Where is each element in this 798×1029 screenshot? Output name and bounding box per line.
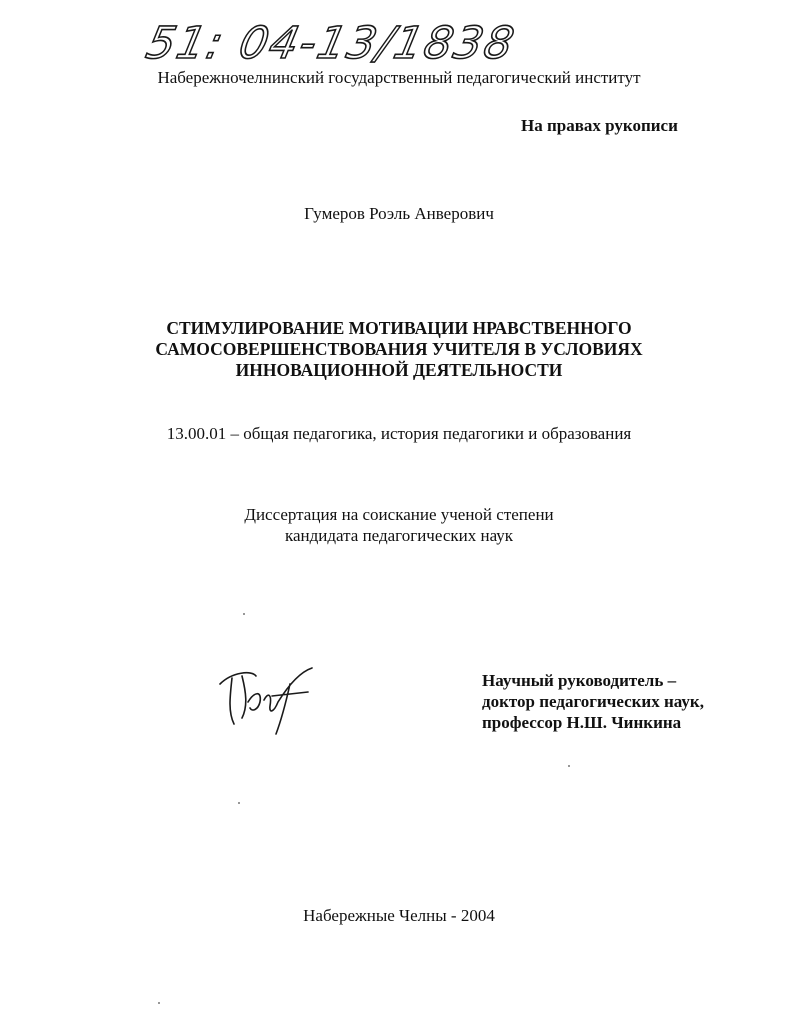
- supervisor-line-3: профессор Н.Ш. Чинкина: [482, 713, 682, 732]
- signature-drawing: [212, 662, 332, 742]
- scientific-supervisor: [482, 670, 704, 733]
- title-line-1: СТИМУЛИРОВАНИЕ МОТИВАЦИИ НРАВСТВЕННОГО: [166, 318, 632, 338]
- degree-line-2: кандидата педагогических наук: [284, 526, 514, 545]
- specialty-code: 13.00.01 – общая педагогика, история педагогики и образования: [166, 424, 632, 443]
- scan-speck: [158, 1002, 160, 1004]
- scan-speck: [238, 802, 240, 804]
- author-name: Гумеров Роэль Анверович: [304, 204, 494, 223]
- degree-statement: [0, 504, 798, 546]
- dissertation-title: [0, 318, 798, 381]
- handwritten-catalog-number: [141, 12, 521, 72]
- supervisor-line-2: доктор педагогических наук,: [482, 692, 704, 711]
- city-and-year: Набережные Челны - 2004: [303, 906, 495, 925]
- scan-speck: [243, 613, 245, 615]
- rights-note: На правах рукописи: [521, 116, 678, 135]
- institute-name: Набережночелнинский государственный педагогический институт: [157, 68, 641, 87]
- signature: [212, 662, 332, 742]
- title-line-3: ИННОВАЦИОННОЙ ДЕЯТЕЛЬНОСТИ: [235, 360, 563, 380]
- title-line-2: САМОСОВЕРШЕНСТВОВАНИЯ УЧИТЕЛЯ В УСЛОВИЯХ: [155, 339, 643, 359]
- supervisor-line-1: Научный руководитель –: [482, 671, 677, 690]
- scan-speck: [568, 765, 570, 767]
- handwritten-catalog-number-drawing: [141, 12, 521, 72]
- degree-line-1: Диссертация на соискание ученой степени: [244, 505, 554, 524]
- handwritten-catalog-number-text: 51: 04-13/1838: [141, 18, 521, 69]
